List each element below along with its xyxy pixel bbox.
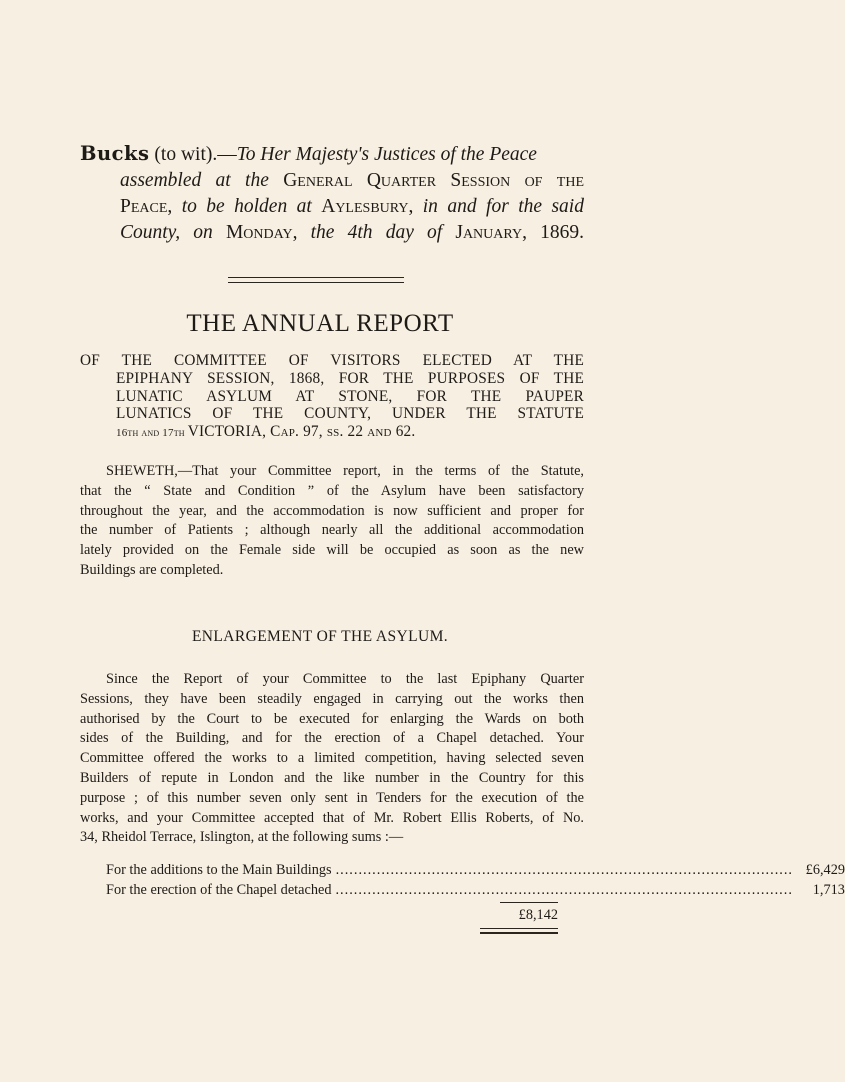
subtitle-line: LUNATIC ASYLUM AT STONE, FOR THE PAUPER bbox=[116, 387, 584, 405]
heading-line-4: County, on Monday, the 4th day of January, 1869. bbox=[120, 222, 584, 243]
sum-row bbox=[106, 860, 845, 880]
subtitle-line: LUNATICS OF THE COUNTY, UNDER THE STATUTE bbox=[116, 405, 584, 423]
total-rule-top bbox=[500, 902, 558, 903]
paragraph-line: Sessions, they have been steadily engaged in carrying out the works then bbox=[80, 690, 584, 707]
total-rule-bottom bbox=[480, 928, 558, 934]
heading-line-1: Bucks (to wit).—To Her Majesty's Justices of the Peace bbox=[80, 142, 537, 165]
sheweth-paragraph bbox=[80, 462, 584, 581]
paragraph-line: the number of Patients ; although nearly all the additional accommodation bbox=[80, 522, 584, 539]
paragraph-line: purpose ; of this number seven only sent in Tenders for the execution of the bbox=[80, 789, 584, 806]
sum-amount: £6,429 bbox=[805, 862, 845, 878]
ornamental-rule bbox=[228, 277, 404, 283]
paragraph-line: SHEWETH,—That your Committee report, in the terms of the Statute, bbox=[106, 463, 584, 479]
total-amount: £8,142 bbox=[518, 907, 558, 923]
report-subtitle bbox=[80, 352, 584, 443]
paragraph-line: Builders of repute in London and the like number in the Country for this bbox=[80, 769, 584, 786]
paragraph-line: Buildings are completed. bbox=[80, 561, 224, 578]
paragraph-line: throughout the year, and the accommodation is now sufficient and proper for bbox=[80, 502, 584, 519]
subtitle-line: EPIPHANY SESSION, 1868, FOR THE PURPOSES OF THE bbox=[116, 369, 584, 387]
address-heading bbox=[80, 141, 584, 246]
paragraph-line: Committee offered the works to a limited competition, having selected seven bbox=[80, 750, 584, 767]
subtitle-line: OF THE COMMITTEE OF VISITORS ELECTED AT THE bbox=[80, 352, 584, 369]
leader-dots: .................................................................................................... bbox=[335, 862, 793, 878]
section-title: ENLARGEMENT OF THE ASYLUM. bbox=[191, 628, 449, 645]
report-title: THE ANNUAL REPORT bbox=[186, 310, 454, 337]
bucks-blackletter: Bucks bbox=[80, 142, 150, 165]
paragraph-line: authorised by the Court to be executed for enlarging the Wards on both bbox=[80, 710, 584, 727]
heading-line-3: Peace, to be holden at Aylesbury, in and for the said bbox=[120, 196, 584, 217]
enlargement-paragraph bbox=[80, 670, 584, 848]
subtitle-line: 16th and 17th VICTORIA, Cap. 97, ss. 22 and 62. bbox=[116, 423, 416, 441]
heading-line-2: assembled at the General Quarter Session of the bbox=[120, 170, 584, 191]
sum-row bbox=[106, 880, 845, 900]
paragraph-line: Since the Report of your Committee to the last Epiphany Quarter bbox=[106, 671, 584, 687]
sum-label: For the erection of the Chapel detached bbox=[106, 882, 332, 898]
leader-dots: .................................................................................................... bbox=[335, 882, 793, 898]
paragraph-line: 34, Rheidol Terrace, Islington, at the following sums :— bbox=[80, 829, 404, 846]
sums-table bbox=[106, 860, 845, 900]
sum-label: For the additions to the Main Buildings bbox=[106, 862, 332, 878]
sum-amount: 1,713 bbox=[812, 882, 845, 898]
paragraph-line: sides of the Building, and for the erection of a Chapel detached. Your bbox=[80, 730, 584, 747]
paragraph-line: lately provided on the Female side will be occupied as soon as the new bbox=[80, 542, 584, 559]
paragraph-line: works, and your Committee accepted that of Mr. Robert Ellis Roberts, of No. bbox=[80, 809, 584, 826]
paragraph-line: that the “ State and Condition ” of the Asylum have been satisfactory bbox=[80, 482, 584, 499]
